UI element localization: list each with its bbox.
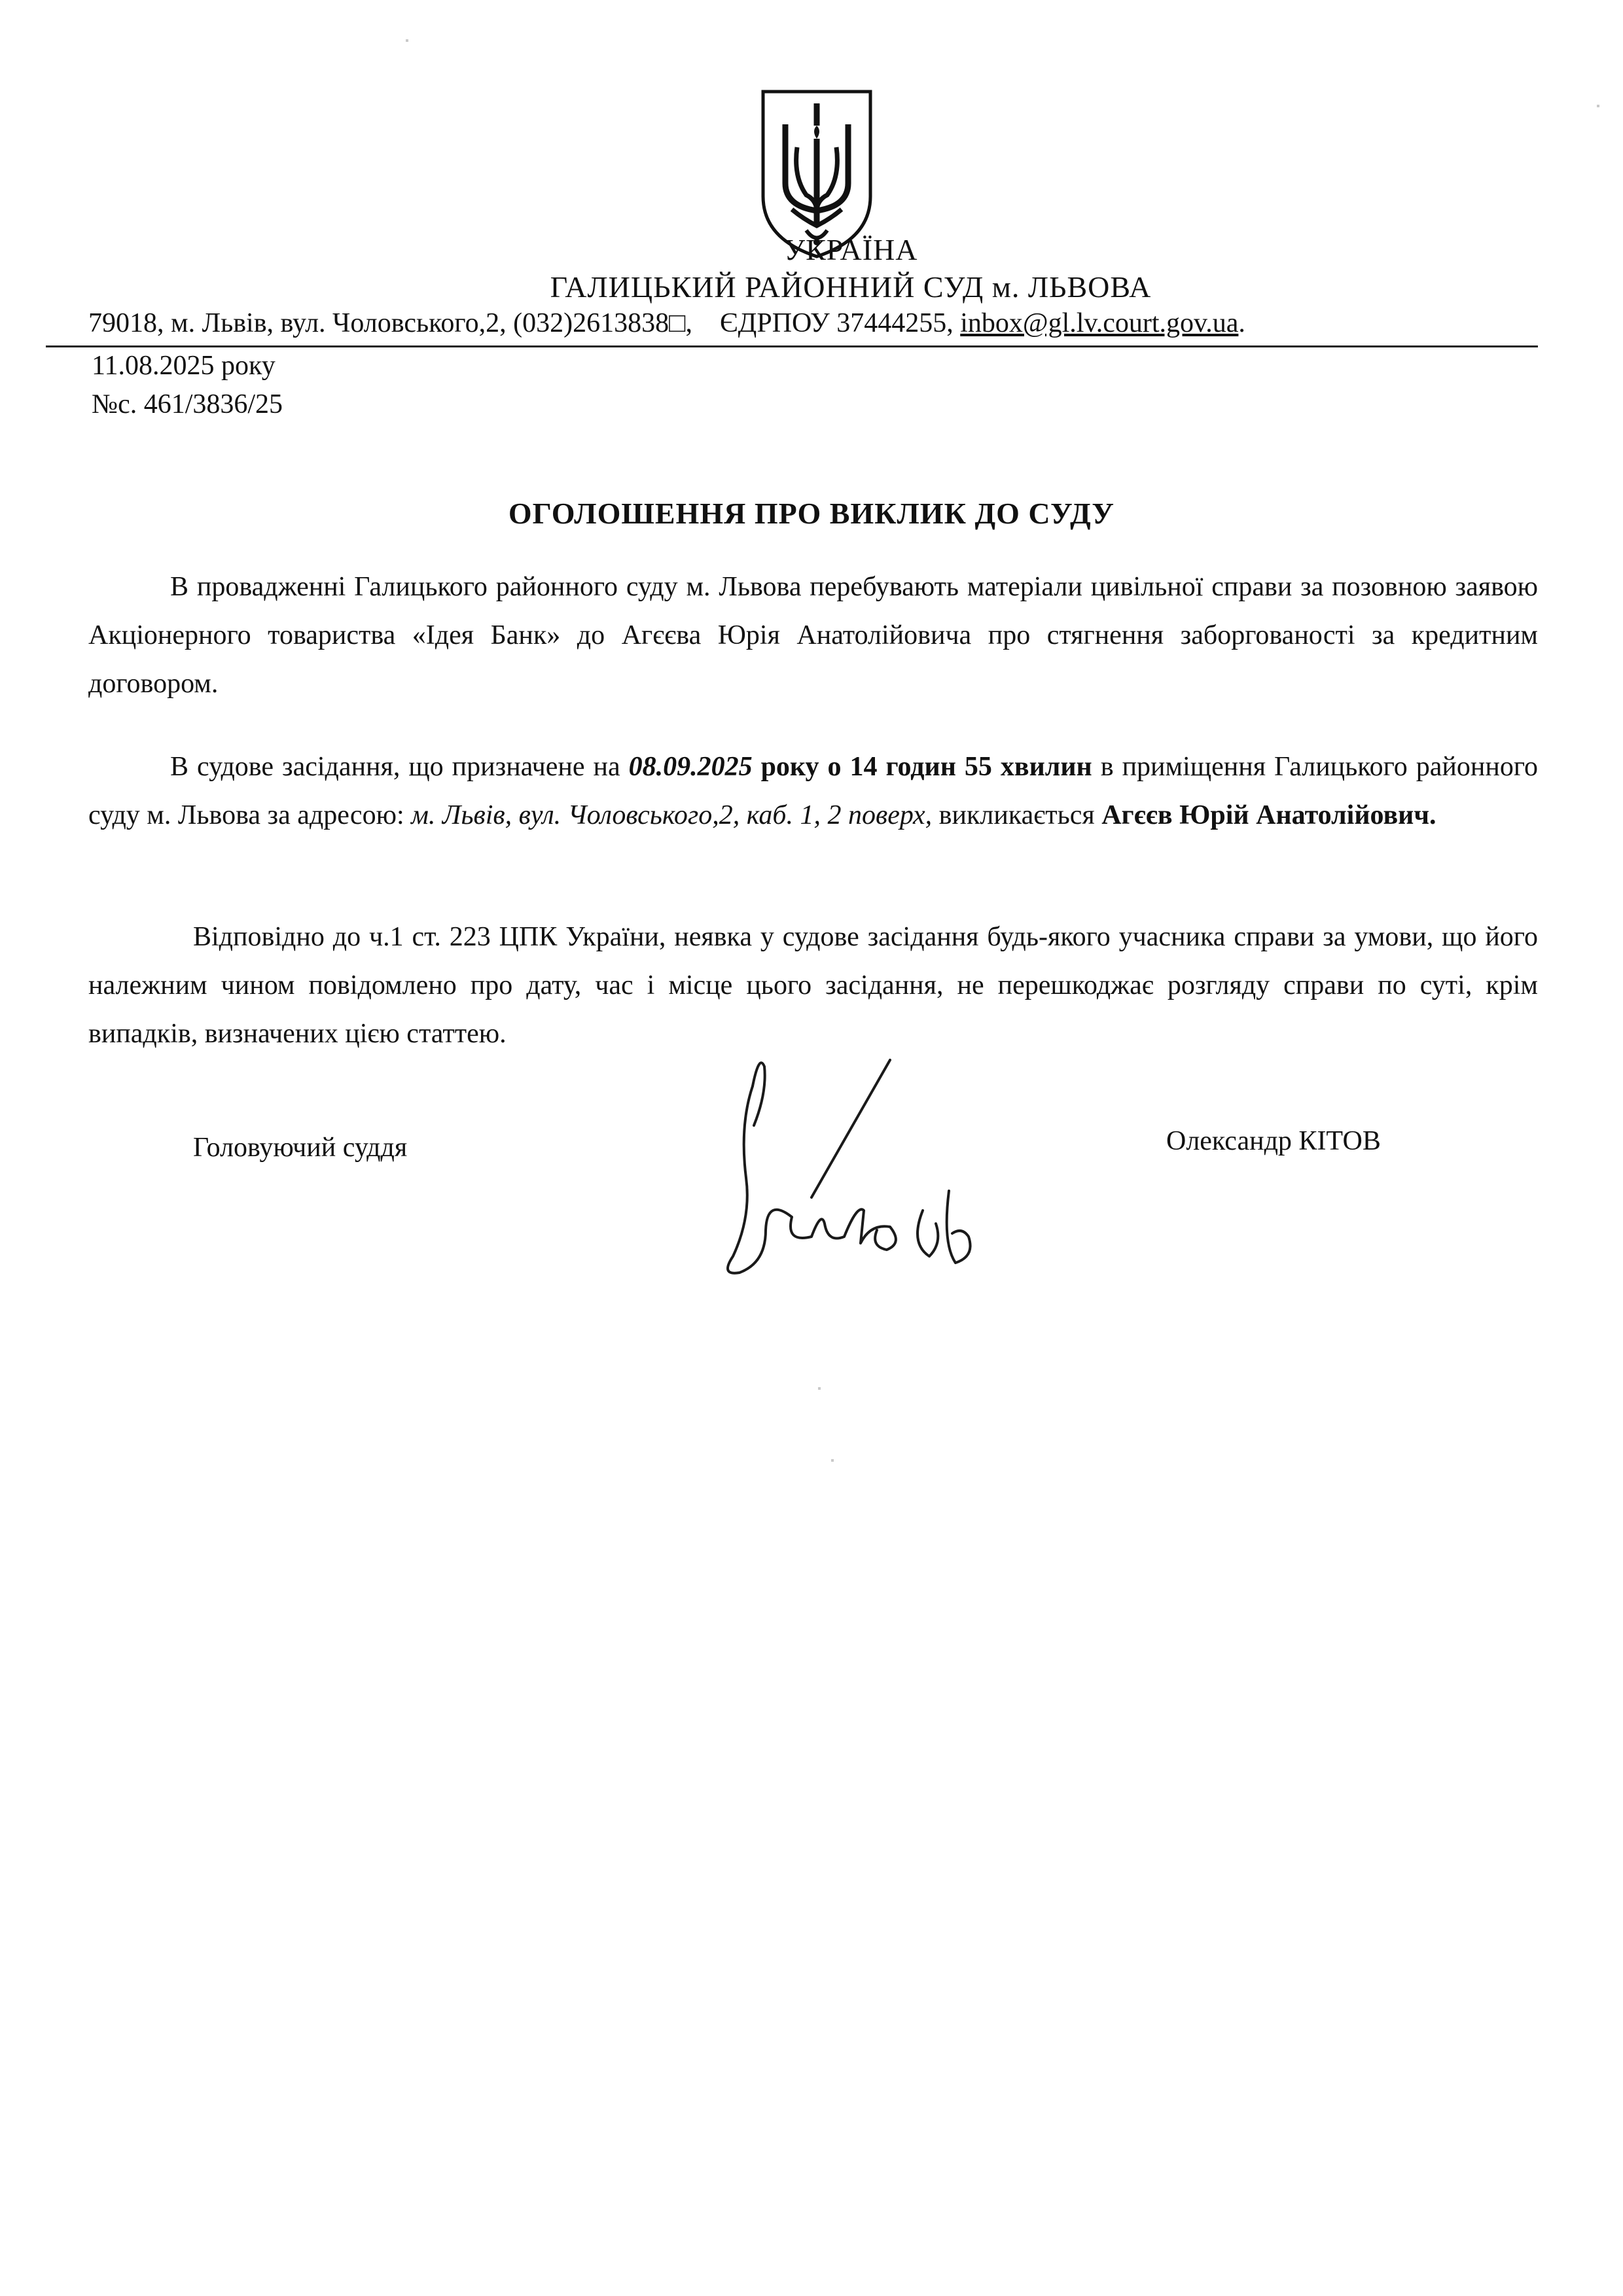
scan-speck — [1597, 105, 1599, 107]
paragraph-hearing-summons — [88, 743, 1538, 839]
hearing-date: 08.09.2025 — [628, 752, 753, 782]
paragraph-case-materials: В провадженні Галицького районного суду м. Львова перебувають матеріали цивільної справи за позовною заявою Акціонерного товариства «Ідея Банк» до Агєєва Юрія Анатолійовича про стягнення заборгованості за кредитним договором. — [88, 572, 1538, 699]
hearing-time: року о 14 годин 55 хвилин — [760, 752, 1092, 782]
hearing-address: м. Львів, вул. Чоловського,2, каб. 1, 2 поверх, — [411, 800, 933, 830]
court-address: 79018, м. Львів, вул. Чоловського,2, (032)2613838 — [88, 308, 669, 338]
signature-role: Головуючий суддя — [193, 1133, 408, 1163]
case-number: №с. 461/3836/25 — [92, 389, 283, 419]
court-address-line: 79018, м. Львів, вул. Чоловського,2, (032)2613838□, ЄДРПОУ 37444255, inbox@gl.lv.court.gov.ua. — [88, 308, 1245, 338]
court-name-heading: ГАЛИЦЬКИЙ РАЙОННИЙ СУД м. ЛЬВОВА — [550, 270, 1152, 304]
country-heading: УКРАЇНА — [783, 233, 918, 266]
scan-speck — [818, 1387, 821, 1390]
hearing-text-2: в приміщення Галицького районного суду м. Львова за адресою: — [88, 752, 1538, 830]
summoned-person: Агєєв Юрій Анатолійович. — [1101, 800, 1436, 830]
hearing-text-1: В судове засідання, що призначене на — [170, 752, 620, 782]
paragraph-legal-notice: Відповідно до ч.1 ст. 223 ЦПК України, неявка у судове засідання будь-якого учасника справи за умови, що його належним чином повідомлено про дату, час і місце цього засідання, не перешкоджає розгляду справи по суті, крім випадків, визначених цією статтею. — [88, 922, 1538, 1049]
judge-name: Олександр КІТОВ — [1166, 1126, 1381, 1156]
scan-speck — [831, 1459, 834, 1462]
hearing-text-3: викликається — [938, 800, 1095, 830]
court-edrpou: ЄДРПОУ 37444255, — [719, 308, 954, 338]
redacted-box-icon: □ — [669, 308, 686, 338]
signature-text: Kitov — [694, 1047, 696, 1048]
court-email-link[interactable]: inbox@gl.lv.court.gov.ua — [960, 308, 1239, 338]
handwritten-signature — [694, 1047, 1060, 1296]
document-date: 11.08.2025 року — [92, 351, 276, 381]
header-divider — [46, 345, 1538, 347]
page-title: ОГОЛОШЕННЯ ПРО ВИКЛИК ДО СУДУ — [508, 497, 1115, 530]
scan-speck — [406, 39, 408, 42]
